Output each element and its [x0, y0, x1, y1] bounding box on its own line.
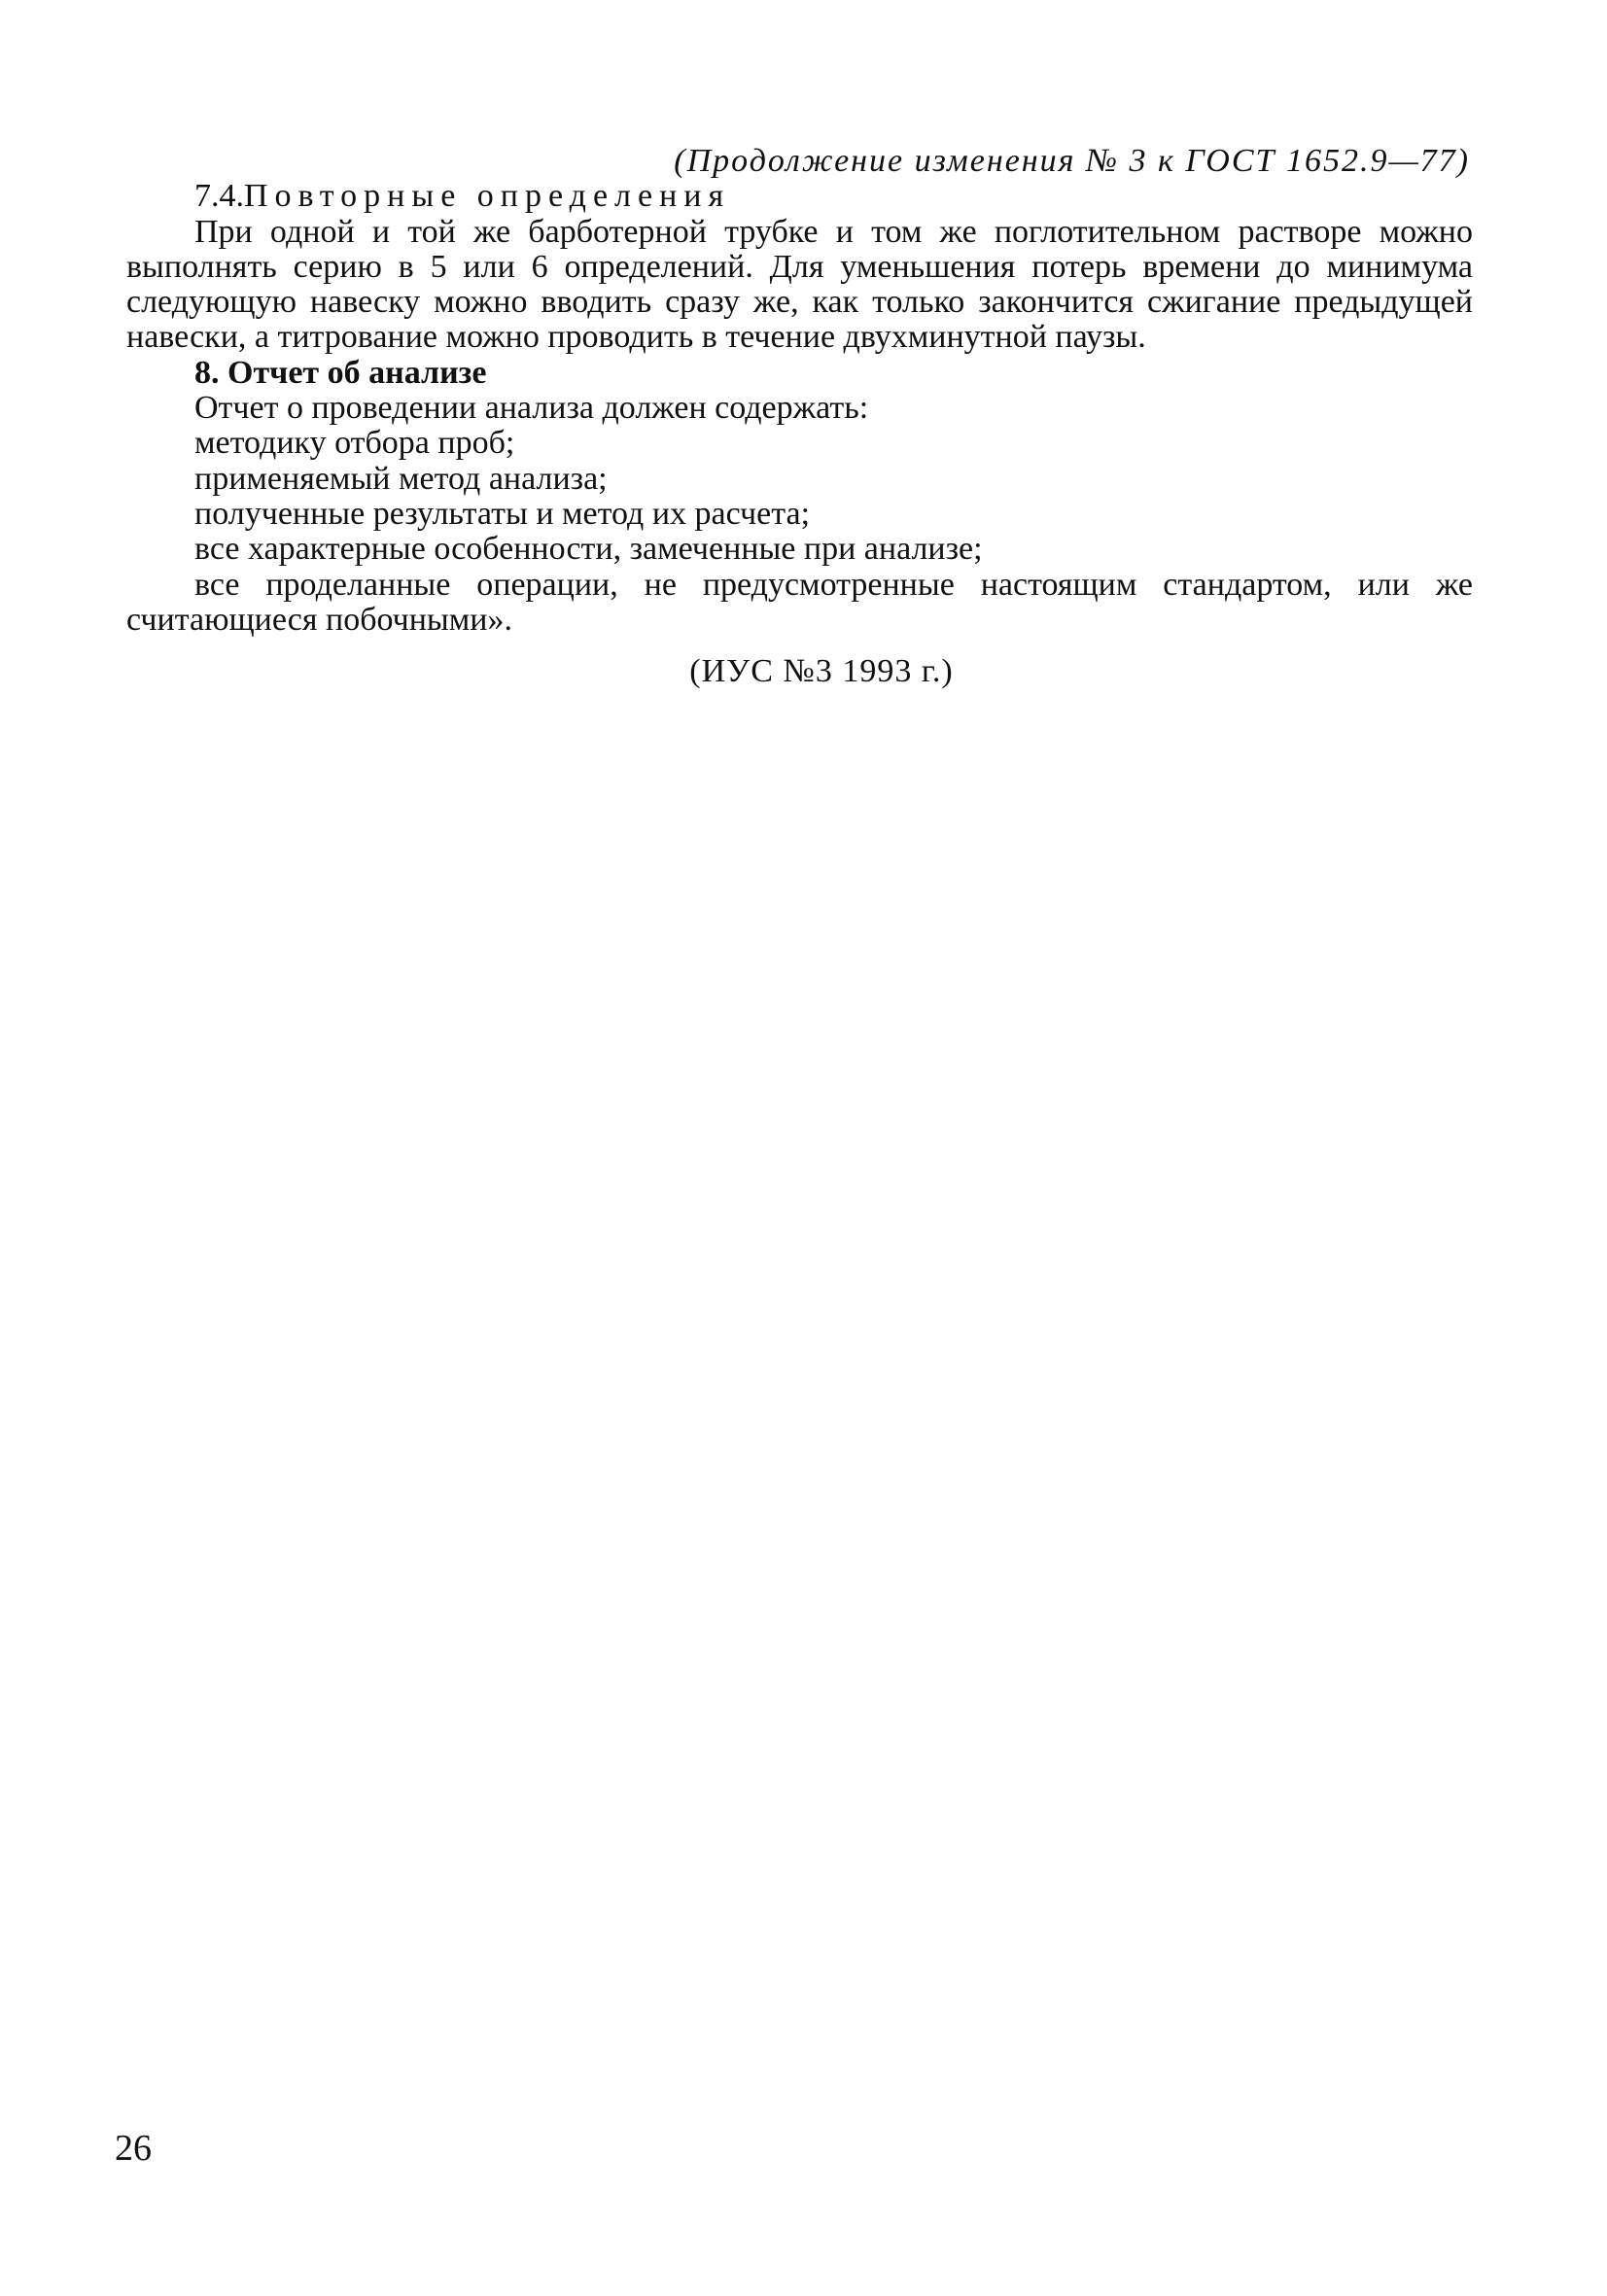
report-item: применяемый метод анализа;	[194, 460, 608, 497]
section-7-4-title: Повторные определения	[244, 178, 731, 215]
report-item: методику отбора проб;	[194, 425, 515, 462]
section-7-4-number: 7.4.	[194, 178, 244, 215]
section-8-intro: Отчет о проведении анализа должен содержать:	[194, 390, 869, 427]
report-item: все характерные особенности, замеченные при анализе;	[194, 531, 983, 568]
continuation-header: (Продолжение изменения № 3 к ГОСТ 1652.9—77)	[674, 143, 1470, 179]
document-body	[126, 144, 1473, 689]
report-item: все проделанные операции, не предусмотренные настоящим стандартом, или же считающиеся побочными».	[126, 566, 1473, 638]
page-number: 26	[115, 2128, 152, 2169]
amendment-citation: (ИУС №3 1993 г.)	[689, 653, 954, 690]
report-item: полученные результаты и метод их расчета;	[194, 495, 811, 532]
section-7-4-paragraph: При одной и той же барботерной трубке и том же поглотительном растворе можно выполнять серию в 5 или 6 определений. Для уменьшения потерь времени до минимума следующую навеску можно вводить сразу же, как только закончится сжигание предыдущей навески, а титрование можно проводить в течение двухминутной паузы.	[126, 213, 1473, 356]
section-8-heading: 8. Отчет об анализе	[194, 354, 487, 391]
section-7-4-heading	[126, 179, 1473, 214]
